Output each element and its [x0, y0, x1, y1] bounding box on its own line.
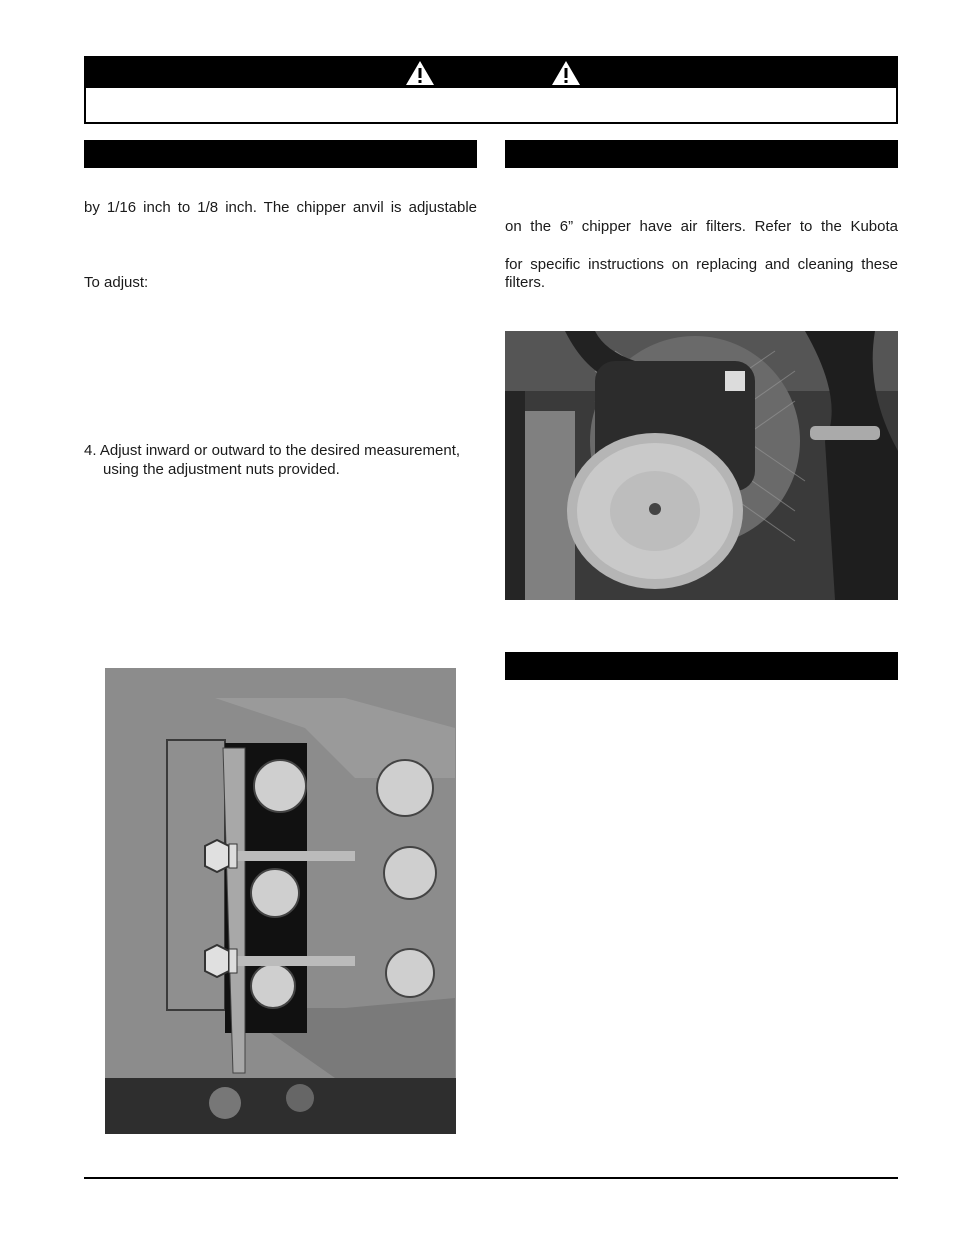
- warning-bar: [84, 56, 898, 88]
- step-4-line-2: using the adjustment nuts provided.: [103, 461, 340, 478]
- air-filter-photo: [505, 331, 898, 600]
- to-adjust-label: To adjust:: [84, 274, 149, 291]
- air-filter-line-2: for specific instructions on replacing and cleaning these: [505, 256, 898, 273]
- air-filter-line-3: filters.: [505, 274, 546, 291]
- air-filter-line-1: on the 6” chipper have air filters. Refer to the Kubota: [505, 218, 898, 235]
- anvil-paragraph: by 1/16 inch to 1/8 inch. The chipper anvil is adjustable: [84, 199, 477, 216]
- section-header-bar-right-lower: [505, 652, 898, 680]
- step-4-line-1: 4. Adjust inward or outward to the desired measurement,: [84, 442, 461, 459]
- footer-rule: [84, 1177, 898, 1179]
- warning-triangle-icon: [405, 60, 435, 86]
- section-header-bar-left: [84, 140, 477, 168]
- section-header-bar-right: [505, 140, 898, 168]
- warning-triangle-icon: [551, 60, 581, 86]
- anvil-adjustment-photo: [105, 668, 456, 1134]
